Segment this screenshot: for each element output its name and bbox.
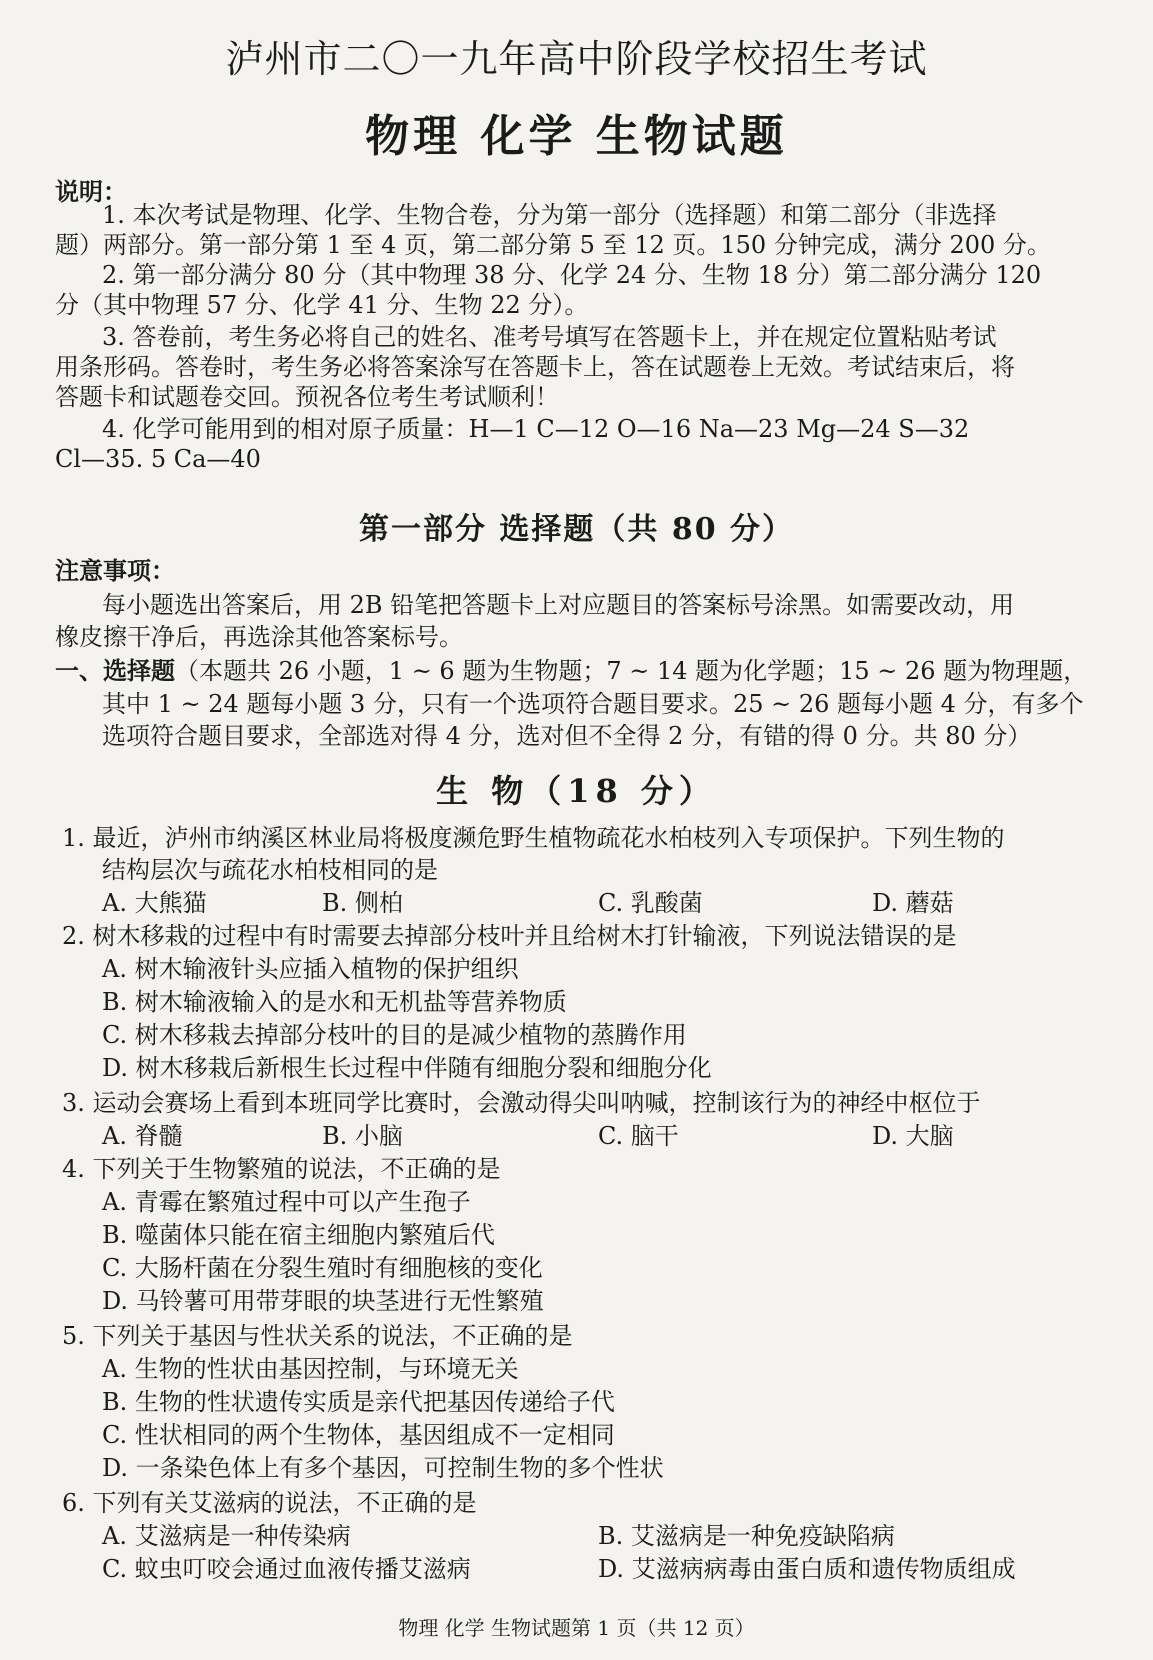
section-label: 一、选择题 xyxy=(55,656,175,685)
q2-option-b: B. 树木输液输入的是水和无机盐等营养物质 xyxy=(102,988,567,1016)
q1-option-c: C. 乳酸菌 xyxy=(598,889,703,917)
instruction-line: 用条形码。答卷时，考生务必将答案涂写在答题卡上，答在试题卷上无效。考试结束后，将 xyxy=(55,353,1015,381)
q2-option-d: D. 树木移栽后新根生长过程中伴随有细胞分裂和细胞分化 xyxy=(102,1054,712,1082)
instruction-line: 1. 本次考试是物理、化学、生物合卷，分为第一部分（选择题）和第二部分（非选择 xyxy=(102,201,997,229)
question-1: 1. 最近，泸州市纳溪区林业局将极度濒危野生植物疏花水柏枝列入专项保护。下列生物的 xyxy=(62,824,1005,852)
question-3: 3. 运动会赛场上看到本班同学比赛时，会激动得尖叫呐喊，控制该行为的神经中枢位于 xyxy=(62,1089,981,1117)
q2-option-a: A. 树木输液针头应插入植物的保护组织 xyxy=(102,955,519,983)
notes-line: 橡皮擦干净后，再选涂其他答案标号。 xyxy=(55,623,463,651)
q6-option-b: B. 艾滋病是一种免疫缺陷病 xyxy=(598,1522,895,1550)
section-desc: （本题共 26 小题，1 ~ 6 题为生物题；7 ~ 14 题为化学题；15 ~ 26 题为物理题， xyxy=(175,657,1088,685)
section-desc-line: 其中 1 ~ 24 题每小题 3 分，只有一个选项符合题目要求。25 ~ 26 题每小题 4 分，有多个 xyxy=(102,690,1084,718)
q1-option-b: B. 侧柏 xyxy=(322,889,403,917)
exam-title: 泸州市二〇一九年高中阶段学校招生考试 xyxy=(225,37,928,81)
q5-option-d: D. 一条染色体上有多个基因，可控制生物的多个性状 xyxy=(102,1454,664,1482)
q4-option-b: B. 噬菌体只能在宿主细胞内繁殖后代 xyxy=(102,1221,495,1249)
q4-option-a: A. 青霉在繁殖过程中可以产生孢子 xyxy=(102,1188,471,1216)
q6-option-d: D. 艾滋病病毒由蛋白质和遗传物质组成 xyxy=(598,1555,1016,1583)
q4-option-d: D. 马铃薯可用带芽眼的块茎进行无性繁殖 xyxy=(102,1287,544,1315)
instruction-line: 答题卡和试题卷交回。预祝各位考生考试顺利！ xyxy=(55,383,559,411)
biology-title: 生 物（18 分） xyxy=(436,772,717,810)
question-2: 2. 树木移栽的过程中有时需要去掉部分枝叶并且给树木打针输液，下列说法错误的是 xyxy=(62,922,957,950)
instruction-line: 分（其中物理 57 分、化学 41 分、生物 22 分）。 xyxy=(55,291,589,319)
instruction-line: 4. 化学可能用到的相对原子质量：H—1 C—12 O—16 Na—23 Mg—24 S—32 xyxy=(102,415,970,443)
q2-option-c: C. 树木移栽去掉部分枝叶的目的是减少植物的蒸腾作用 xyxy=(102,1021,687,1049)
exam-subtitle: 物理 化学 生物试题 xyxy=(365,111,788,162)
question-1-cont: 结构层次与疏花水柏枝相同的是 xyxy=(102,856,438,884)
instruction-line: 题）两部分。第一部分第 1 至 4 页，第二部分第 5 至 12 页。150 分钟完成，满分 200 分。 xyxy=(55,231,1051,259)
q5-option-c: C. 性状相同的两个生物体，基因组成不一定相同 xyxy=(102,1421,615,1449)
notes-heading: 注意事项： xyxy=(55,556,175,585)
q6-option-a: A. 艾滋病是一种传染病 xyxy=(102,1522,351,1550)
question-6: 6. 下列有关艾滋病的说法，不正确的是 xyxy=(62,1489,477,1517)
q3-option-d: D. 大脑 xyxy=(872,1122,954,1150)
q1-option-d: D. 蘑菇 xyxy=(872,889,954,917)
instructions-heading: 说明： xyxy=(55,177,127,206)
q3-option-b: B. 小脑 xyxy=(322,1122,403,1150)
section-desc-line: 选项符合题目要求，全部选对得 4 分，选对但不全得 2 分，有错的得 0 分。共 80 分） xyxy=(102,722,1032,750)
instruction-line: 3. 答卷前，考生务必将自己的姓名、准考号填写在答题卡上，并在规定位置粘贴考试 xyxy=(102,323,997,351)
part1-title: 第一部分 选择题（共 80 分） xyxy=(358,512,795,547)
q4-option-c: C. 大肠杆菌在分裂生殖时有细胞核的变化 xyxy=(102,1254,543,1282)
q1-option-a: A. 大熊猫 xyxy=(102,889,207,917)
question-4: 4. 下列关于生物繁殖的说法，不正确的是 xyxy=(62,1155,501,1183)
instruction-line: 2. 第一部分满分 80 分（其中物理 38 分、化学 24 分、生物 18 分）第二部分满分 120 xyxy=(102,261,1042,289)
q5-option-a: A. 生物的性状由基因控制，与环境无关 xyxy=(102,1355,519,1383)
q3-option-a: A. 脊髓 xyxy=(102,1122,183,1150)
q5-option-b: B. 生物的性状遗传实质是亲代把基因传递给子代 xyxy=(102,1388,615,1416)
q3-option-c: C. 脑干 xyxy=(598,1122,679,1150)
instruction-line: Cl—35. 5 Ca—40 xyxy=(55,445,261,473)
notes-line: 每小题选出答案后，用 2B 铅笔把答题卡上对应题目的答案标号涂黑。如需要改动，用 xyxy=(102,591,1015,619)
question-5: 5. 下列关于基因与性状关系的说法，不正确的是 xyxy=(62,1322,573,1350)
section-header xyxy=(55,655,1087,687)
q6-option-c: C. 蚊虫叮咬会通过血液传播艾滋病 xyxy=(102,1555,471,1583)
page-footer: 物理 化学 生物试题第 1 页（共 12 页） xyxy=(398,1616,755,1640)
